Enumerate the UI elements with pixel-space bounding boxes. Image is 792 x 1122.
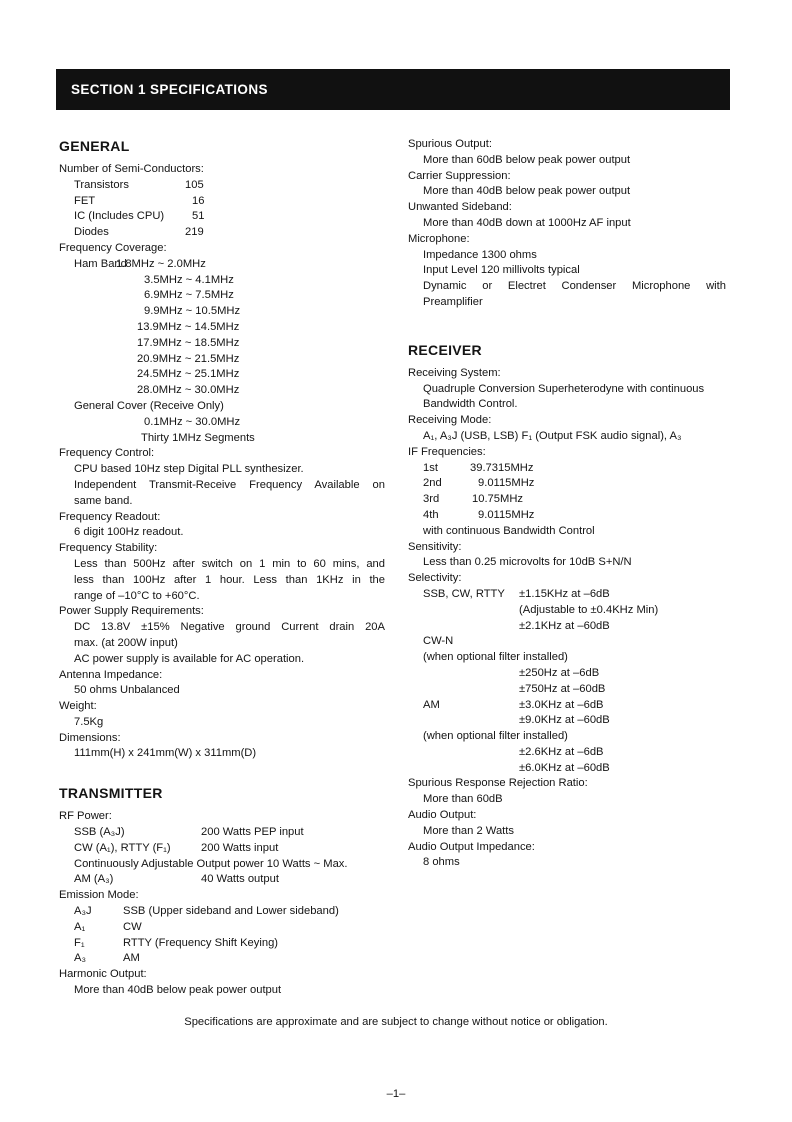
spec-label: Dimensions: [59,731,121,744]
selectivity-value: ±2.1KHz at –60dB [519,619,610,632]
spec-value: AC power supply is available for AC operation. [74,652,305,665]
spec-value: range of –10°C to +60°C. [74,589,200,602]
spec-label: Selectivity: [408,572,462,585]
semi-count: 219 [185,226,204,239]
spec-label: Frequency Control: [59,447,155,460]
spec-value: 50 ohms Unbalanced [74,684,180,697]
ham-band-label: Ham Band [74,257,127,270]
spec-value: More than 40dB below peak power output [74,984,282,997]
spec-label: RF Power: [59,810,112,823]
spec-value: Quadruple Conversion Superheterodyne with continuous [423,382,705,395]
emission-desc: SSB (Upper sideband and Lower sideband) [123,905,339,918]
selectivity-mode: CW-N [423,635,454,648]
ham-band-range: 24.5MHz ~ 25.1MHz [137,368,240,381]
transmitter-heading: TRANSMITTER [59,785,163,802]
if-name: 2nd [423,477,442,490]
if-freq: 39.7315MHz [470,461,534,474]
spec-value: Impedance 1300 ohms [423,248,537,261]
spec-value: 8 ohms [423,856,460,869]
spec-value: More than 60dB [423,793,503,806]
rf-row [59,872,389,888]
selectivity-row [408,587,730,603]
spec-value: with continuous Bandwidth Control [423,524,595,537]
emission-code: A₁ [74,920,86,933]
selectivity-row [408,698,730,714]
ham-band-range: 28.0MHz ~ 30.0MHz [137,384,240,397]
spec-value: DC 13.8V ±15% Negative ground Current drain 20A [74,621,385,634]
rf-row [59,825,389,841]
if-name: 3rd [423,493,440,506]
if-name: 4th [423,508,439,521]
selectivity-value: ±750Hz at –60dB [519,682,606,695]
spec-label: Frequency Stability: [59,542,158,555]
semi-name: Transistors [74,178,129,191]
selectivity-note: (when optional filter installed) [423,651,568,664]
semi-count: 16 [192,194,205,207]
general-cover-range: 0.1MHz ~ 30.0MHz [144,415,241,428]
spec-value: More than 2 Watts [423,824,514,837]
emission-row [59,936,389,952]
spec-value: Input Level 120 millivolts typical [423,264,580,277]
spec-label: Weight: [59,700,97,713]
semi-row [59,178,389,194]
spec-label: Receiving Mode: [408,414,492,427]
general-cover-label: General Cover (Receive Only) [74,399,224,412]
if-row [408,508,730,524]
if-row [408,461,730,477]
receiver-heading: RECEIVER [408,341,482,358]
spec-value: More than 40dB down at 1000Hz AF input [423,216,631,229]
spec-value: More than 60dB below peak power output [423,153,631,166]
ham-band-row [59,288,389,304]
spec-label: Sensitivity: [408,540,462,553]
spec-label: Spurious Output: [408,138,492,150]
spec-label: Antenna Impedance: [59,668,163,681]
spec-value: Independent Transmit-Receive Frequency Available on [74,478,385,491]
page-number: –1– [386,1088,406,1100]
ham-band-range: 13.9MHz ~ 14.5MHz [137,320,240,333]
spec-label: Spurious Response Rejection Ratio: [408,777,588,790]
general-cover-segments: Thirty 1MHz Segments [141,431,255,444]
spec-label: Microphone: [408,232,470,245]
spec-label: Frequency Readout: [59,510,161,523]
general-heading: GENERAL [59,138,130,154]
rf-adjustable: Continuously Adjustable Output power 10 Watts ~ Max. [74,857,348,870]
semi-name: FET [74,194,96,207]
selectivity-value: ±3.0KHz at –6dB [519,698,604,711]
section-banner [56,69,730,110]
rf-mode: SSB (A₃J) [74,826,125,839]
rf-mode: AM (A₃) [74,873,114,886]
ham-band-range: 6.9MHz ~ 7.5MHz [144,289,234,302]
selectivity-value: ±9.0KHz at –60dB [519,714,610,727]
if-freq: 9.0115MHz [478,508,535,521]
semi-count: 51 [192,210,205,223]
if-freq: 10.75MHz [472,493,523,506]
semi-name: Diodes [74,226,109,239]
spec-value: less than 100Hz after 1 hour. Less than 1KHz in the [74,573,385,586]
spec-value: CPU based 10Hz step Digital PLL synthesizer. [74,463,304,476]
spec-value: Preamplifier [423,295,483,308]
if-freq: 9.0115MHz [478,477,535,490]
spec-value: Dynamic or Electret Condenser Microphone with [423,280,726,293]
ham-band-row [59,352,389,368]
spec-value: More than 40dB below peak power output [423,185,631,198]
if-row [408,476,730,492]
ham-band-row [59,336,389,352]
ham-band-range: 17.9MHz ~ 18.5MHz [137,336,240,349]
selectivity-mode: AM [423,698,440,711]
semi-name: IC (Includes CPU) [74,210,165,223]
selectivity-mode: SSB, CW, RTTY [423,587,505,600]
spec-label: Audio Output Impedance: [408,840,535,853]
rf-power: 40 Watts output [201,873,279,886]
ham-band-range: 20.9MHz ~ 21.5MHz [137,352,240,365]
spec-value: same band. [74,494,133,507]
emission-code: A₃J [74,905,92,918]
rf-power: 200 Watts input [201,841,279,854]
emission-desc: CW [123,920,142,933]
semi-row [59,209,389,225]
ham-band-row [59,320,389,336]
footer-note: Specifications are approximate and are subject to change without notice or obligation. [184,1016,608,1028]
spec-label: Number of Semi-Conductors: [59,163,204,175]
spec-value: max. (at 200W input) [74,636,178,649]
semi-row [59,194,389,210]
ham-band-row [59,367,389,383]
ham-band-range: 1.8MHz ~ 2.0MHz [116,257,206,270]
semi-count: 105 [185,178,204,191]
spec-label: Receiving System: [408,366,501,379]
spec-value: 111mm(H) x 241mm(W) x 311mm(D) [74,747,257,760]
selectivity-value: ±1.15KHz at –6dB [519,587,610,600]
ham-band-row [59,273,389,289]
spec-value: 7.5Kg [74,715,104,728]
selectivity-value: ±2.6KHz at –6dB [519,745,604,758]
spec-label: Frequency Coverage: [59,241,167,254]
spec-label: Emission Mode: [59,889,139,902]
selectivity-note: (when optional filter installed) [423,730,568,743]
emission-row [59,920,389,936]
emission-code: F₁ [74,936,85,949]
rf-power: 200 Watts PEP input [201,826,304,839]
emission-code: A₃ [74,952,87,965]
selectivity-value: ±250Hz at –6dB [519,666,600,679]
spec-label: Power Supply Requirements: [59,605,204,618]
spec-value: Bandwidth Control. [423,398,518,411]
spec-value: 6 digit 100Hz readout. [74,526,184,539]
right-column [408,137,730,871]
spec-label: IF Frequencies: [408,445,486,458]
spec-value: A₁, A₃J (USB, LSB) F₁ (Output FSK audio signal), A₃ [423,429,682,442]
emission-desc: AM [123,952,140,965]
ham-band-range: 9.9MHz ~ 10.5MHz [144,305,241,318]
left-column [59,137,389,999]
emission-row [59,904,389,920]
if-name: 1st [423,461,438,474]
spec-value: Less than 500Hz after switch on 1 min to 60 mins, and [74,557,385,570]
selectivity-value: ±6.0KHz at –60dB [519,761,610,774]
spec-label: Audio Output: [408,809,477,822]
rf-row [59,841,389,857]
ham-band-row [59,304,389,320]
ham-band-range: 3.5MHz ~ 4.1MHz [144,273,234,286]
rf-mode: CW (A₁), RTTY (F₁) [74,841,171,854]
spec-label: Unwanted Sideband: [408,201,512,214]
if-row [408,492,730,508]
ham-band-row [59,257,389,273]
spec-label: Harmonic Output: [59,968,147,981]
selectivity-value: (Adjustable to ±0.4KHz Min) [519,603,659,616]
semi-row [59,225,389,241]
emission-row [59,951,389,967]
spec-label: Carrier Suppression: [408,169,511,182]
section-title: SECTION 1 SPECIFICATIONS [71,82,268,97]
emission-desc: RTTY (Frequency Shift Keying) [123,936,279,949]
ham-band-row [59,383,389,399]
spec-value: Less than 0.25 microvolts for 10dB S+N/N [423,556,632,569]
